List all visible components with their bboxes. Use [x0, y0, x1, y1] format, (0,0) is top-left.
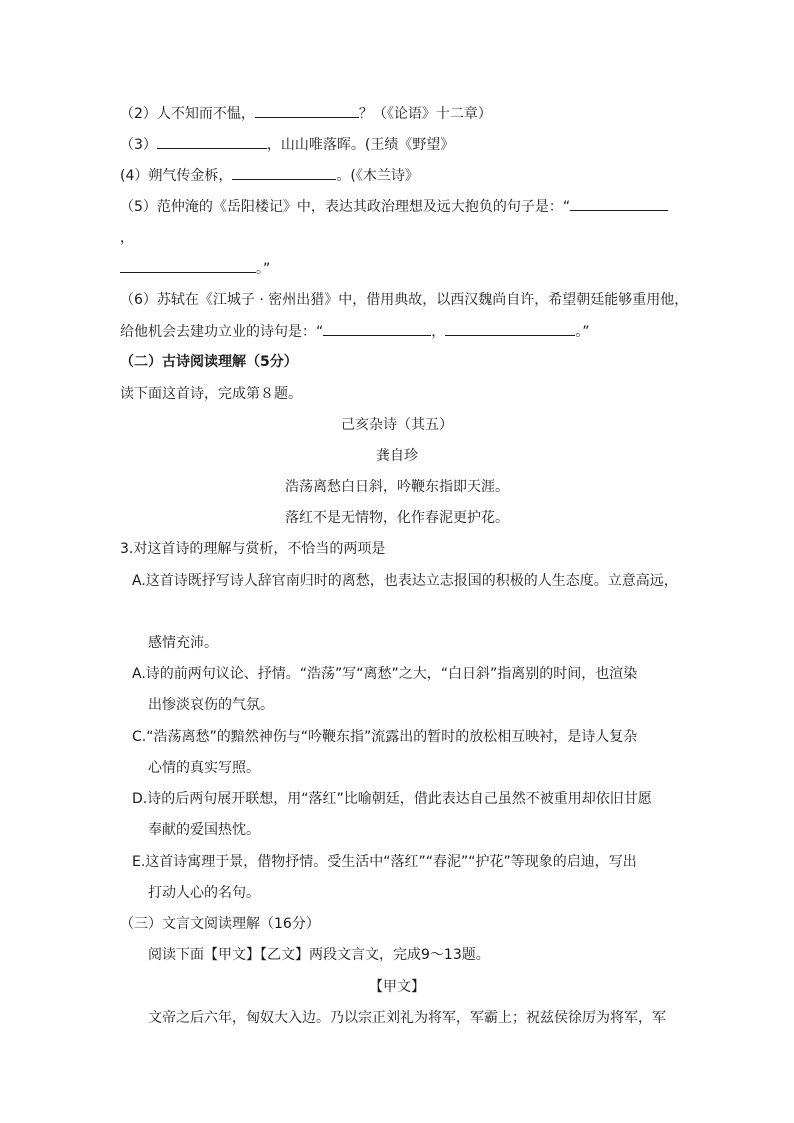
- question-6-end: 。”: [575, 324, 590, 340]
- poem-line-2: 落红不是无情物，化作春泥更护花。: [285, 510, 509, 526]
- answer-blank[interactable]: [120, 258, 256, 273]
- question-4: [120, 165, 419, 186]
- question-2: [120, 103, 492, 124]
- option-a-line-1: A.这首诗既抒写诗人辞官南归时的离愁，也表达立志报国的积极的人生态度。立意高远，: [132, 573, 678, 589]
- option-c-line-2: 心情的真实写照。: [148, 760, 260, 776]
- question-2-label: （2）人不知而不愠，: [120, 106, 255, 122]
- question-5-line-3: [120, 258, 270, 279]
- answer-blank[interactable]: [445, 321, 575, 336]
- question-5-text: （5）范仲淹的《岳阳楼记》中，表达其政治理想及远大抱负的句子是：“: [120, 199, 571, 215]
- option-e-line-1: E.这首诗寓理于景，借物抒情。受生活中“落红”“春泥”“护花”等现象的启迪，写出: [132, 854, 637, 870]
- question-4-source: 。(《木兰诗》: [336, 168, 419, 184]
- question-6-mid: ，: [431, 324, 446, 340]
- poem-title: 己亥杂诗（其五）: [341, 417, 453, 433]
- question-3-source: ，山山唯落晖。(王绩《野望》: [266, 137, 455, 153]
- option-a-line-2: 感情充沛。: [148, 635, 218, 651]
- poem-question: 3.对这首诗的理解与赏析，不恰当的两项是: [120, 541, 386, 557]
- question-5-end: 。”: [256, 261, 271, 277]
- answer-blank[interactable]: [323, 321, 431, 336]
- section-2-heading: （二）古诗阅读理解（5分）: [120, 354, 298, 370]
- question-6-prefix: 给他机会去建功立业的诗句是：“: [120, 324, 324, 340]
- section-2-intro: 读下面这首诗，完成第８题。: [120, 386, 302, 402]
- answer-blank[interactable]: [157, 134, 267, 149]
- answer-blank[interactable]: [232, 165, 336, 180]
- answer-blank[interactable]: [255, 103, 359, 118]
- question-3-label: （3）: [120, 137, 157, 153]
- question-3: [120, 134, 454, 155]
- option-c-line-1: C.“浩荡离愁”的黯然神伤与“吟鞭东指”流露出的暂时的放松相互映衬，是诗人复杂: [132, 729, 638, 745]
- option-e-line-2: 打动人心的名句。: [148, 885, 260, 901]
- question-2-source: ？（《论语》十二章）: [358, 106, 492, 122]
- section-3-heading: （三）文言文阅读理解（16分）: [120, 916, 320, 932]
- poem-author: 龚自珍: [376, 448, 418, 464]
- section-3-intro: 阅读下面【甲文】【乙文】两段文言文，完成9～13题。: [148, 947, 490, 963]
- poem-line-1: 浩荡离愁白日斜，吟鞭东指即天涯。: [285, 479, 509, 495]
- question-4-label: (4）朔气传金柝，: [120, 168, 233, 184]
- question-6-line-1: （6）苏轼在《江城子 · 密州出猎》中，借用典故，以西汉魏尚自许，希望朝廷能够重用他，: [120, 292, 689, 308]
- option-d-line-1: D.诗的后两句展开联想，用“落红”比喻朝廷，借此表达自己虽然不被重用却依旧甘愿: [132, 791, 652, 807]
- option-a2-line-2: 出惨淡哀伤的气氛。: [148, 697, 274, 713]
- question-5-line-1: [120, 196, 668, 217]
- option-a2-line-1: A.诗的前两句议论、抒情。“浩荡”写“离愁”之大，“白日斜”指离别的时间，也渲染: [132, 666, 638, 682]
- question-6-line-2: [120, 321, 590, 342]
- jia-title: 【甲文】: [369, 979, 425, 995]
- option-d-line-2: 奉献的爱国热忱。: [148, 822, 260, 838]
- question-5-comma: ，: [120, 230, 134, 246]
- jia-line-1: 文帝之后六年，匈奴大入边。乃以宗正刘礼为将军，军霸上；祝兹侯徐厉为将军，军: [148, 1010, 666, 1026]
- answer-blank[interactable]: [570, 196, 668, 211]
